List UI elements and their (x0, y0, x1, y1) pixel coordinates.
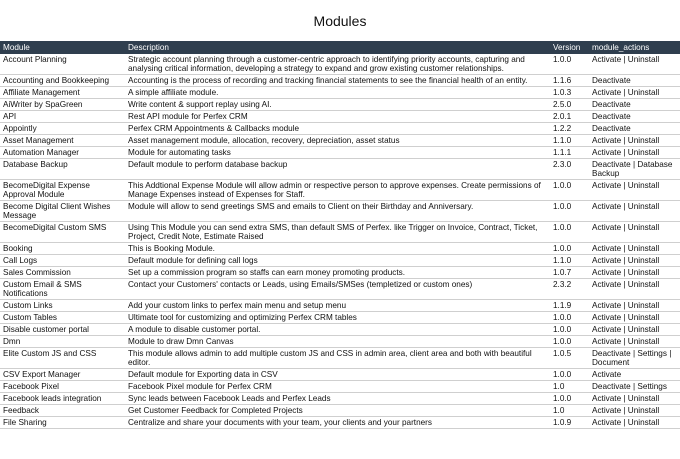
module-name-cell: Sales Commission (0, 267, 125, 279)
module-actions-cell[interactable]: Activate | Uninstall (589, 417, 680, 429)
module-name-cell: Account Planning (0, 54, 125, 75)
module-name-cell: Dmn (0, 336, 125, 348)
table-row (0, 336, 680, 348)
module-name-cell: CSV Export Manager (0, 369, 125, 381)
page-title: Modules (313, 13, 367, 29)
module-version-cell: 1.0.0 (550, 324, 589, 336)
table-row (0, 87, 680, 99)
module-actions-cell[interactable]: Deactivate | Settings (589, 381, 680, 393)
module-version-cell: 1.0 (550, 381, 589, 393)
module-name-cell: Feedback (0, 405, 125, 417)
table-row (0, 180, 680, 201)
module-version-cell: 1.1.1 (550, 147, 589, 159)
module-description-cell: Write content & support replay using AI. (125, 99, 550, 111)
module-actions-cell[interactable]: Activate | Uninstall (589, 267, 680, 279)
module-version-cell: 1.0.3 (550, 87, 589, 99)
module-description-cell: Ultimate tool for customizing and optimizing Perfex CRM tables (125, 312, 550, 324)
table-row (0, 417, 680, 429)
module-description-cell: Contact your Customers' contacts or Leads, using Emails/SMSes (templetized or custom ones) (125, 279, 550, 300)
module-version-cell: 2.0.1 (550, 111, 589, 123)
table-row (0, 300, 680, 312)
table-row (0, 267, 680, 279)
module-actions-cell[interactable]: Deactivate | Settings | Document (589, 348, 680, 369)
module-description-cell: Centralize and share your documents with your team, your clients and your partners (125, 417, 550, 429)
table-row (0, 135, 680, 147)
module-version-cell: 1.0.0 (550, 54, 589, 75)
module-version-cell: 2.5.0 (550, 99, 589, 111)
module-actions-cell[interactable]: Activate | Uninstall (589, 405, 680, 417)
module-actions-cell[interactable]: Activate | Uninstall (589, 336, 680, 348)
module-version-cell: 1.0.9 (550, 417, 589, 429)
module-name-cell: Automation Manager (0, 147, 125, 159)
module-description-cell: Default module to perform database backup (125, 159, 550, 180)
module-actions-cell[interactable]: Deactivate (589, 111, 680, 123)
module-actions-cell[interactable]: Activate | Uninstall (589, 243, 680, 255)
module-description-cell: Perfex CRM Appointments & Callbacks module (125, 123, 550, 135)
table-row (0, 255, 680, 267)
table-row (0, 111, 680, 123)
module-name-cell: AiWriter by SpaGreen (0, 99, 125, 111)
module-actions-cell[interactable]: Deactivate (589, 75, 680, 87)
module-version-cell: 1.0.0 (550, 312, 589, 324)
module-description-cell: Module for automating tasks (125, 147, 550, 159)
module-name-cell: Appointly (0, 123, 125, 135)
module-description-cell: Module will allow to send greetings SMS and emails to Client on their Birthday and Anniversary. (125, 201, 550, 222)
table-row (0, 201, 680, 222)
column-header-description[interactable]: Description (125, 41, 550, 54)
module-actions-cell[interactable]: Activate | Uninstall (589, 135, 680, 147)
table-row (0, 393, 680, 405)
module-actions-cell[interactable]: Activate | Uninstall (589, 54, 680, 75)
module-name-cell: Disable customer portal (0, 324, 125, 336)
module-name-cell: Custom Tables (0, 312, 125, 324)
module-description-cell: Facebook Pixel module for Perfex CRM (125, 381, 550, 393)
module-actions-cell[interactable]: Deactivate (589, 123, 680, 135)
modules-table (0, 41, 680, 429)
table-row (0, 324, 680, 336)
module-name-cell: Booking (0, 243, 125, 255)
table-row (0, 54, 680, 75)
module-description-cell: This Addtional Expense Module will allow admin or respective person to approve expenses. Create permissions of Manage Expenses instead of Expenses for Staff. (125, 180, 550, 201)
column-header-version[interactable]: Version (550, 41, 589, 54)
module-version-cell: 1.1.6 (550, 75, 589, 87)
module-name-cell: BecomeDigital Custom SMS (0, 222, 125, 243)
table-row (0, 222, 680, 243)
column-header-module[interactable]: Module (0, 41, 125, 54)
module-actions-cell[interactable]: Activate | Uninstall (589, 279, 680, 300)
module-name-cell: Custom Links (0, 300, 125, 312)
module-version-cell: 1.0.0 (550, 243, 589, 255)
module-actions-cell[interactable]: Activate | Uninstall (589, 180, 680, 201)
module-name-cell: Affiliate Management (0, 87, 125, 99)
module-name-cell: Call Logs (0, 255, 125, 267)
table-row (0, 147, 680, 159)
table-row (0, 123, 680, 135)
module-actions-cell[interactable]: Activate | Uninstall (589, 147, 680, 159)
table-row (0, 381, 680, 393)
module-name-cell: Accounting and Bookkeeping (0, 75, 125, 87)
module-actions-cell[interactable]: Activate | Uninstall (589, 324, 680, 336)
table-row (0, 405, 680, 417)
module-version-cell: 2.3.0 (550, 159, 589, 180)
table-row (0, 243, 680, 255)
module-actions-cell[interactable]: Activate | Uninstall (589, 222, 680, 243)
module-actions-cell[interactable]: Activate (589, 369, 680, 381)
module-description-cell: Sync leads between Facebook Leads and Perfex Leads (125, 393, 550, 405)
module-description-cell: Asset management module, allocation, recovery, depreciation, asset status (125, 135, 550, 147)
module-description-cell: Default module for Exporting data in CSV (125, 369, 550, 381)
table-row (0, 279, 680, 300)
module-version-cell: 1.0.0 (550, 201, 589, 222)
module-actions-cell[interactable]: Activate | Uninstall (589, 255, 680, 267)
module-version-cell: 1.0.0 (550, 393, 589, 405)
module-version-cell: 1.0.0 (550, 369, 589, 381)
module-name-cell: Facebook leads integration (0, 393, 125, 405)
module-version-cell: 1.0.0 (550, 336, 589, 348)
module-version-cell: 1.0.0 (550, 222, 589, 243)
module-name-cell: Elite Custom JS and CSS (0, 348, 125, 369)
module-description-cell: This is Booking Module. (125, 243, 550, 255)
module-description-cell: Set up a commission program so staffs can earn money promoting products. (125, 267, 550, 279)
table-row (0, 369, 680, 381)
module-description-cell: A simple affiliate module. (125, 87, 550, 99)
module-version-cell: 1.1.9 (550, 300, 589, 312)
module-version-cell: 1.0.7 (550, 267, 589, 279)
module-actions-cell[interactable]: Deactivate | Database Backup (589, 159, 680, 180)
module-name-cell: Asset Management (0, 135, 125, 147)
module-description-cell: Module to draw Dmn Canvas (125, 336, 550, 348)
module-actions-cell[interactable]: Deactivate (589, 99, 680, 111)
module-description-cell: Get Customer Feedback for Completed Projects (125, 405, 550, 417)
module-version-cell: 1.1.0 (550, 255, 589, 267)
module-version-cell: 1.0.0 (550, 180, 589, 201)
module-description-cell: Strategic account planning through a customer-centric approach to identifying priority accounts, capturing and analysing critical information, developing a strategy to expand and grow existing customer relationships. (125, 54, 550, 75)
module-version-cell: 2.3.2 (550, 279, 589, 300)
module-name-cell: Custom Email & SMS Notifications (0, 279, 125, 300)
module-version-cell: 1.2.2 (550, 123, 589, 135)
column-header-module-actions[interactable]: module_actions (589, 41, 680, 54)
module-description-cell: Accounting is the process of recording and tracking financial statements to see the financial health of an entity. (125, 75, 550, 87)
module-name-cell: Facebook Pixel (0, 381, 125, 393)
module-description-cell: This module allows admin to add multiple custom JS and CSS in admin area, client area and both with beautiful editor. (125, 348, 550, 369)
module-description-cell: Using This Module you can send extra SMS, than default SMS of Perfex. like Trigger on Invoice, Contract, Ticket, Project, Credit Note, Estimate Raised (125, 222, 550, 243)
module-description-cell: Rest API module for Perfex CRM (125, 111, 550, 123)
module-description-cell: Add your custom links to perfex main menu and setup menu (125, 300, 550, 312)
table-row (0, 312, 680, 324)
module-description-cell: A module to disable customer portal. (125, 324, 550, 336)
module-actions-cell[interactable]: Activate | Uninstall (589, 87, 680, 99)
module-actions-cell[interactable]: Activate | Uninstall (589, 312, 680, 324)
module-version-cell: 1.1.0 (550, 135, 589, 147)
table-row (0, 159, 680, 180)
module-version-cell: 1.0.5 (550, 348, 589, 369)
table-row (0, 75, 680, 87)
module-name-cell: Become Digital Client Wishes Message (0, 201, 125, 222)
module-actions-cell[interactable]: Activate | Uninstall (589, 393, 680, 405)
module-actions-cell[interactable]: Activate | Uninstall (589, 300, 680, 312)
modules-table-body (0, 54, 680, 429)
module-name-cell: API (0, 111, 125, 123)
module-actions-cell[interactable]: Activate | Uninstall (589, 201, 680, 222)
table-row (0, 348, 680, 369)
module-description-cell: Default module for defining call logs (125, 255, 550, 267)
table-header-row (0, 41, 680, 54)
table-row (0, 99, 680, 111)
module-version-cell: 1.0 (550, 405, 589, 417)
module-name-cell: File Sharing (0, 417, 125, 429)
module-name-cell: BecomeDigital Expense Approval Module (0, 180, 125, 201)
module-name-cell: Database Backup (0, 159, 125, 180)
